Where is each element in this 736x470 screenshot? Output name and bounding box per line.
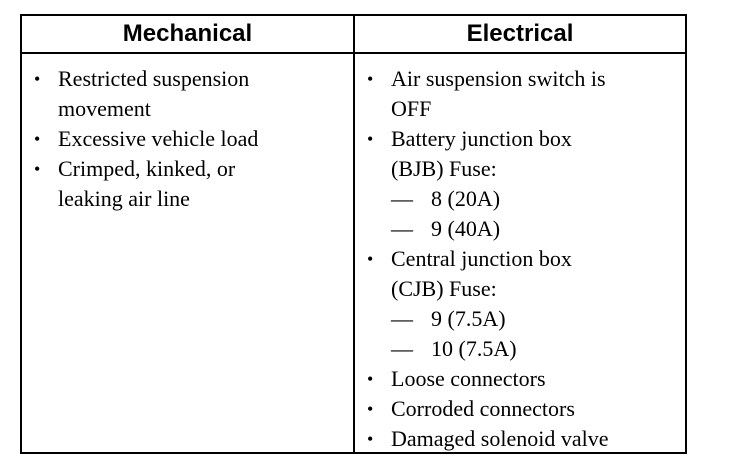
bullet: • — [34, 69, 41, 89]
fuse-sub-item — [363, 304, 681, 334]
list-item — [363, 124, 681, 184]
list-item — [363, 394, 681, 424]
bullet: • — [367, 129, 374, 149]
header-electrical: Electrical — [466, 20, 574, 47]
fuse-value: 9 (40A) — [431, 216, 501, 241]
list-item — [363, 424, 681, 454]
list-item-text: Restricted suspension movement — [58, 66, 250, 121]
mechanical-column — [30, 64, 346, 214]
fuse-sub-item — [363, 334, 681, 364]
fault-table — [20, 14, 687, 454]
list-item — [363, 364, 681, 394]
dash: — — [391, 186, 413, 211]
fuse-value: 8 (20A) — [431, 186, 501, 211]
list-item-text: Excessive vehicle load — [58, 126, 259, 151]
column-divider — [353, 16, 355, 452]
list-item — [363, 64, 681, 124]
list-item — [30, 154, 346, 214]
list-item — [30, 124, 346, 154]
bullet: • — [367, 429, 374, 449]
dash: — — [391, 306, 413, 331]
list-item-text: Damaged solenoid valve — [391, 426, 609, 451]
fuse-sub-item — [363, 184, 681, 214]
dash: — — [391, 336, 413, 361]
list-item-text: Corroded connectors — [391, 396, 575, 421]
fuse-value: 10 (7.5A) — [431, 336, 517, 361]
list-item-text: Central junction box (CJB) Fuse: — [391, 246, 572, 301]
bullet: • — [34, 159, 41, 179]
bullet: • — [367, 249, 374, 269]
list-item — [363, 244, 681, 304]
list-item-text: Crimped, kinked, or leaking air line — [58, 156, 236, 211]
dash: — — [391, 216, 413, 241]
bullet: • — [367, 69, 374, 89]
fuse-value: 9 (7.5A) — [431, 306, 506, 331]
electrical-column — [363, 64, 681, 454]
list-item-text: Loose connectors — [391, 366, 546, 391]
bullet: • — [367, 399, 374, 419]
list-item-text: Battery junction box (BJB) Fuse: — [391, 126, 572, 181]
list-item-text: Air suspension switch is OFF — [391, 66, 606, 121]
bullet: • — [367, 369, 374, 389]
header-mechanical: Mechanical — [122, 20, 253, 47]
fuse-sub-item — [363, 214, 681, 244]
bullet: • — [34, 129, 41, 149]
header-divider — [22, 52, 685, 54]
list-item — [30, 64, 346, 124]
